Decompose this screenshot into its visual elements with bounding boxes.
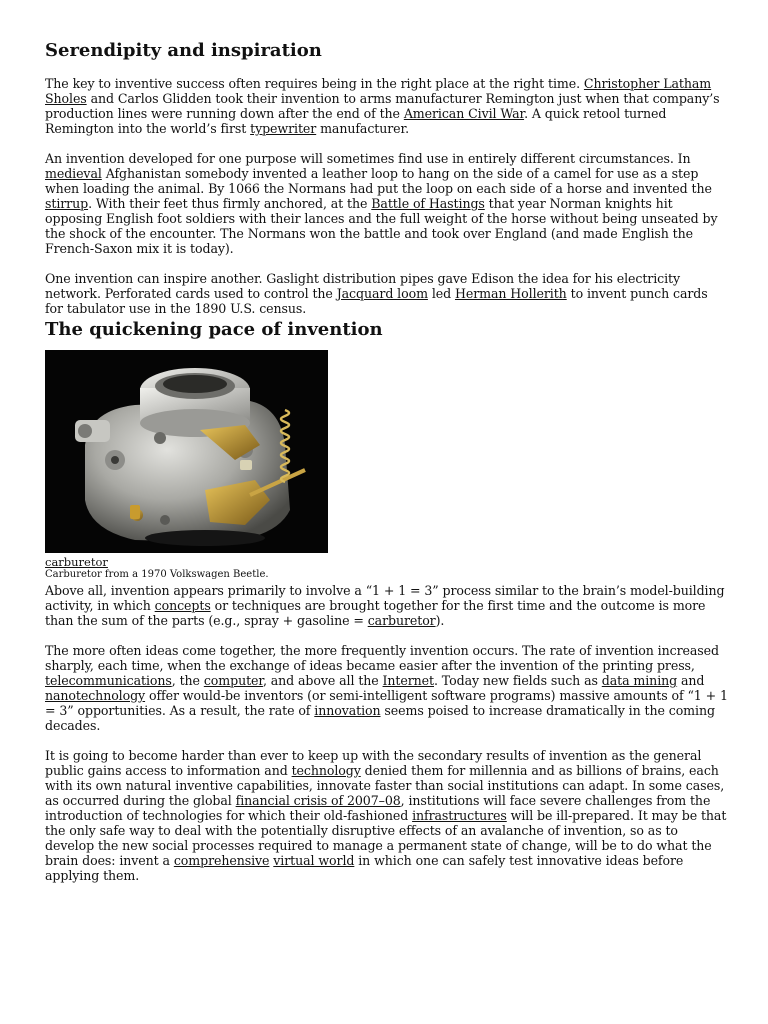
link-comprehensive[interactable]: comprehensive — [173, 853, 270, 868]
link-infrastructures[interactable]: infrastructures — [412, 808, 507, 823]
link-jacquard-loom[interactable]: Jacquard loom — [336, 286, 428, 301]
link-medieval[interactable]: medieval — [45, 166, 102, 181]
link-herman-hollerith[interactable]: Herman Hollerith — [454, 286, 567, 301]
link-telecommunications[interactable]: telecommunications — [45, 673, 172, 688]
link-nanotechnology[interactable]: nanotechnology — [45, 688, 146, 703]
article — [45, 38, 728, 898]
link-data-mining[interactable]: data mining — [601, 673, 678, 688]
carburetor-image — [45, 350, 328, 553]
link-carburetor-caption[interactable]: carburetor — [45, 555, 108, 569]
figure-caption: Carburetor from a 1970 Volkswagen Beetle. — [45, 569, 269, 580]
section-heading-quickening: The quickening pace of invention — [45, 319, 383, 340]
carburetor-figure — [45, 350, 328, 581]
paragraph-rate-of-invention: The more often ideas come together, the more frequently invention occurs. The rate of invention increased sharply, each time, when the exchange of ideas became easier after the invention of the printing press, telecommunications, the computer, and above all the Internet. Today new fields such as data mining and nanotechnology offer would-be inventors (or semi-intelligent software programs) massive amounts of “1 + 1 = 3” opportunities. As a result, the rate of innovation seems poised to increase dramatically in the coming decades. — [45, 643, 728, 733]
link-carburetor[interactable]: carburetor — [367, 613, 436, 628]
link-christopher-latham-sholes[interactable]: Christopher Latham Sholes — [45, 76, 712, 106]
link-concepts[interactable]: concepts — [154, 598, 211, 613]
paragraph-typewriter: The key to inventive success often requires being in the right place at the right time. Christopher Latham Sholes and Carlos Glidden took their invention to arms manufacturer Remington just when that company’s production lines were running down after the end of the American Civil War. A quick retool turned Remington into the world’s first typewriter manufacturer. — [45, 76, 720, 136]
link-computer[interactable]: computer — [203, 673, 263, 688]
paragraph-inspiration: One invention can inspire another. Gaslight distribution pipes gave Edison the idea for his electricity network. Perforated cards used to control the Jacquard loom led Herman Hollerith to invent punch cards for tabulator use in the 1890 U.S. census. — [45, 271, 708, 316]
link-internet[interactable]: Internet — [382, 673, 434, 688]
link-american-civil-war[interactable]: American Civil War — [403, 106, 525, 121]
link-stirrup[interactable]: stirrup — [45, 196, 89, 211]
link-typewriter[interactable]: typewriter — [250, 121, 317, 136]
paragraph-one-plus-one: Above all, invention appears primarily to involve a “1 + 1 = 3” process similar to the brain’s model-building activity, in which concepts or techniques are brought together for the first time and the outcome is more than the sum of the parts (e.g., spray + gasoline = carburetor). — [45, 583, 725, 628]
link-virtual-world[interactable]: virtual world — [273, 853, 355, 868]
paragraph-stirrup: An invention developed for one purpose will sometimes find use in entirely different circumstances. In medieval Afghanistan somebody invented a leather loop to hang on the side of a camel for use as a step when loading the animal. By 1066 the Normans had put the loop on each side of a horse and invented the stirrup. With their feet thus firmly anchored, at the Battle of Hastings that year Norman knights hit opposing English foot soldiers with their lances and the full weight of the horse without being unseated by the shock of the encounter. The Normans won the battle and took over England (and made English the French-Saxon mix it is today). — [45, 151, 718, 256]
paragraph-secondary-results: It is going to become harder than ever to keep up with the secondary results of invention as the general public gains access to information and technology denied them for millennia and as billions of brains, each with its own natural inventive capabilities, innovate faster than social institutions can adapt. In some cases, as occurred during the global financial crisis of 2007–08, institutions will face severe challenges from the introduction of technologies for which their old-fashioned infrastructures will be ill-prepared. It may be that the only safe way to deal with the potentially disruptive effects of an avalanche of invention, so as to develop the new social processes required to manage a permanent state of change, will be to do what the brain does: invent a comprehensive virtual world in which one can safely test innovative ideas before applying them. — [45, 748, 727, 883]
link-technology[interactable]: technology — [291, 763, 361, 778]
carburetor-photo[interactable] — [45, 350, 328, 553]
section-heading-serendipity: Serendipity and inspiration — [45, 40, 322, 61]
link-battle-of-hastings[interactable]: Battle of Hastings — [371, 196, 485, 211]
link-financial-crisis[interactable]: financial crisis of 2007–08 — [235, 793, 401, 808]
link-innovation[interactable]: innovation — [314, 703, 381, 718]
